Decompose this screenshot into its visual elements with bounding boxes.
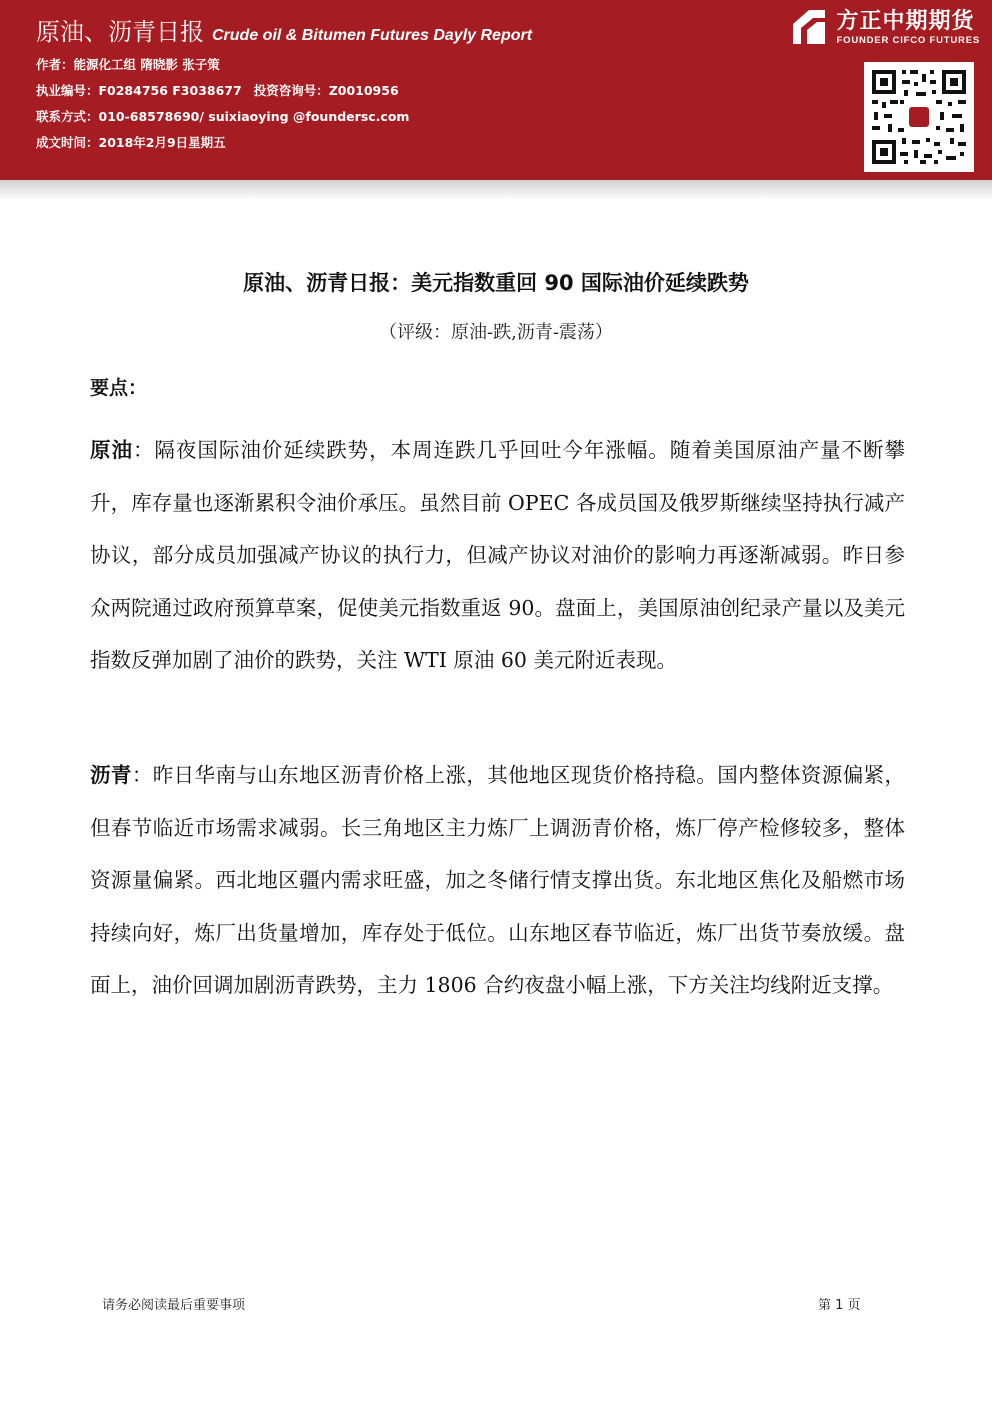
footer-disclaimer: 请务必阅读最后重要事项	[102, 1298, 246, 1313]
header-divider	[0, 180, 992, 200]
keypoints-heading: 要点：	[90, 377, 148, 399]
contact-line: 联系方式：010-68578690/ suixiaoying @foundersc.com	[36, 109, 410, 124]
bitumen-label: 沥青	[90, 763, 132, 787]
page-number: 第 1 页	[818, 1298, 861, 1313]
bitumen-text: ：昨日华南与山东地区沥青价格上涨，其他地区现货价格持稳。国内整体资源偏紧，但春节临近市场需求减弱。长三角地区主力炼厂上调沥青价格，炼厂停产检修较多，整体资源量偏紧。西北地区疆内需求旺盛，加之冬储行情支撑出货。东北地区焦化及船燃市场持续向好，炼厂出货量增加，库存处于低位。山东地区春节临近，炼厂出货节奏放缓。盘面上，油价回调加剧沥青跌势，主力 1806 合约夜盘小幅上涨，下方关注均线附近支撑。	[90, 763, 906, 997]
header-title-en: Crude oil & Bitumen Futures Dayly Report	[212, 27, 533, 44]
page-title: 原油、沥青日报：美元指数重回 90 国际油价延续跌势	[243, 271, 749, 295]
qr-code-icon	[870, 68, 968, 166]
crude-oil-label: 原油	[90, 438, 133, 462]
crude-oil-text: ：隔夜国际油价延续跌势，本周连跌几乎回吐今年涨幅。随着美国原油产量不断攀升，库存量也逐渐累积令油价承压。虽然目前 OPEC 各成员国及俄罗斯继续坚持执行减产协议，部分成员加强减产协议的执行力，但减产协议对油价的影响力再逐渐减弱。昨日参众两院通过政府预算草案，促使美元指数重返 90。盘面上，美国原油创纪录产量以及美元指数反弹加剧了油价的跌势，关注 WTI 原油 60 美元附近表现。	[90, 438, 906, 672]
rating-line: （评级：原油-跌,沥青-震荡）	[379, 322, 613, 343]
logo-text-en: FOUNDER CIFCO FUTURES	[836, 34, 980, 46]
bitumen-paragraph	[90, 749, 905, 1012]
crude-oil-paragraph	[90, 424, 905, 687]
founder-logo-icon	[789, 6, 829, 48]
company-logo	[789, 6, 980, 48]
header-title-cn: 原油、沥青日报	[36, 18, 204, 46]
header-info	[36, 58, 409, 162]
qr-code	[864, 62, 974, 172]
report-header	[0, 0, 992, 180]
consult-number: 投资咨询号：Z0010956	[253, 83, 399, 98]
license-line	[36, 84, 409, 110]
logo-text-cn: 方正中期期货	[836, 8, 975, 34]
date-line: 成文时间：2018年2月9日星期五	[36, 135, 226, 150]
author-line: 作者：能源化工组 隋晓影 张子策	[36, 57, 220, 72]
header-title	[36, 12, 532, 46]
license-number: 执业编号：F0284756 F3038677	[36, 83, 242, 98]
